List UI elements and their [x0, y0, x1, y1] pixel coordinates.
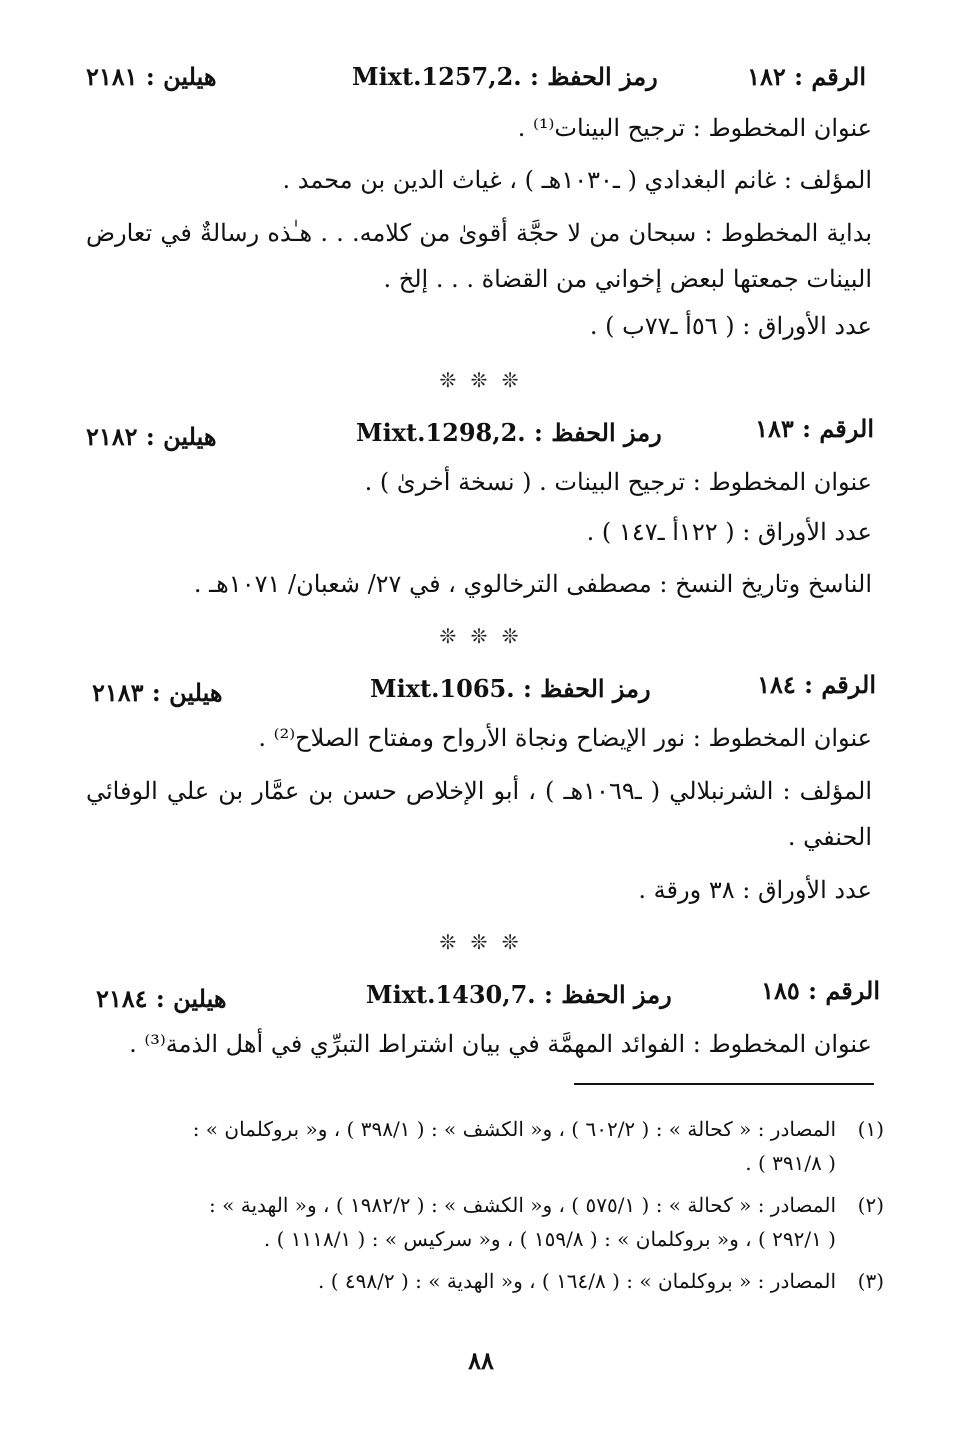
- footnote-number: (١): [857, 1117, 884, 1141]
- manuscript-title: عنوان المخطوط : ترجيح البينات⁽¹⁾ .: [517, 114, 872, 142]
- footnote-text: المصادر : « كحالة » : ( ٥٧٥/١ ) ، و« الكشف » : ( ١٩٨٢/٢ ) ، و« الهدية » :: [209, 1193, 836, 1217]
- entry-number: الرقم : ١٨٢: [747, 62, 866, 91]
- entry-number: الرقم : ١٨٣: [755, 414, 874, 443]
- footnote: [96, 1112, 884, 1180]
- section-separator: ❊ ❊ ❊: [439, 624, 523, 648]
- footnote-text: ( ٢٩٢/١ ) ، و« بروكلمان » : ( ١٥٩/٨ ) ، و« سركيس » : ( ١١١٨/١ ) .: [263, 1227, 836, 1251]
- heylen-number: هيلين : ٢١٨٢: [86, 422, 217, 451]
- author: المؤلف : غانم البغدادي ( ـ١٠٣٠هـ ) ، غياث الدين بن محمد .: [282, 166, 872, 194]
- section-separator: ❊ ❊ ❊: [439, 368, 523, 392]
- heylen-number: هيلين : ٢١٨١: [86, 62, 217, 91]
- heylen-number: هيلين : ٢١٨٣: [92, 678, 223, 707]
- footnote-text: المصادر : « كحالة » : ( ٦٠٢/٢ ) ، و« الكشف » : ( ٣٩٨/١ ) ، و« بروكلمان » :: [192, 1117, 836, 1141]
- footnote-number: (٣): [857, 1269, 884, 1293]
- folio-count: عدد الأوراق : ( ١٢٢أ ـ١٤٧ ) .: [586, 518, 872, 546]
- manuscript-title: عنوان المخطوط : ترجيح البينات . ( نسخة أخرىٰ ) .: [364, 468, 872, 496]
- manuscript-title: عنوان المخطوط : نور الإيضاح ونجاة الأرواح ومفتاح الصلاح⁽²⁾ .: [258, 724, 872, 752]
- footnote-text: المصادر : « بروكلمان » : ( ١٦٤/٨ ) ، و« الهدية » : ( ٤٩٨/٢ ) .: [318, 1269, 836, 1293]
- heylen-number: هيلين : ٢١٨٤: [96, 984, 227, 1013]
- page-number: ٨٨: [468, 1346, 494, 1375]
- folio-count: عدد الأوراق : ( ٥٦أ ـ٧٧ب ) .: [589, 312, 872, 340]
- footnote-text: ( ٣٩١/٨ ) .: [745, 1151, 836, 1175]
- entry-number: الرقم : ١٨٤: [757, 670, 876, 699]
- section-separator: ❊ ❊ ❊: [439, 930, 523, 954]
- manuscript-beginning: بداية المخطوط : سبحان من لا حجَّة أقوىٰ من كلامه. . . هـٰذه رسالةٌ في تعارض البينات جمعتها لبعض إخواني من القضاة . . . إلخ .: [86, 219, 872, 293]
- copyist-and-date: الناسخ وتاريخ النسخ : مصطفى الترخالوي ، في ٢٧/ شعبان/ ١٠٧١هـ .: [193, 570, 872, 598]
- footnote: [96, 1188, 884, 1256]
- entry-number: الرقم : ١٨٥: [761, 976, 880, 1005]
- shelfmark: رمز الحفظ : .Mixt.1065: [370, 674, 651, 703]
- shelfmark: رمز الحفظ : .Mixt.1257,2: [352, 62, 658, 91]
- manuscript-title: عنوان المخطوط : الفوائد المهمَّة في بيان اشتراط التبرِّي في أهل الذمة⁽³⁾ .: [129, 1030, 872, 1058]
- folio-count: عدد الأوراق : ٣٨ ورقة .: [638, 876, 872, 904]
- footnote-number: (٢): [857, 1193, 884, 1217]
- author: المؤلف : الشرنبلالي ( ـ١٠٦٩هـ ) ، أبو الإخلاص حسن بن عمَّار بن علي الوفائي الحنفي .: [86, 777, 872, 851]
- footnote: [96, 1264, 884, 1298]
- shelfmark: رمز الحفظ : .Mixt.1298,2: [356, 418, 662, 447]
- footnote-rule: [574, 1083, 874, 1085]
- shelfmark: رمز الحفظ : .Mixt.1430,7: [366, 980, 672, 1009]
